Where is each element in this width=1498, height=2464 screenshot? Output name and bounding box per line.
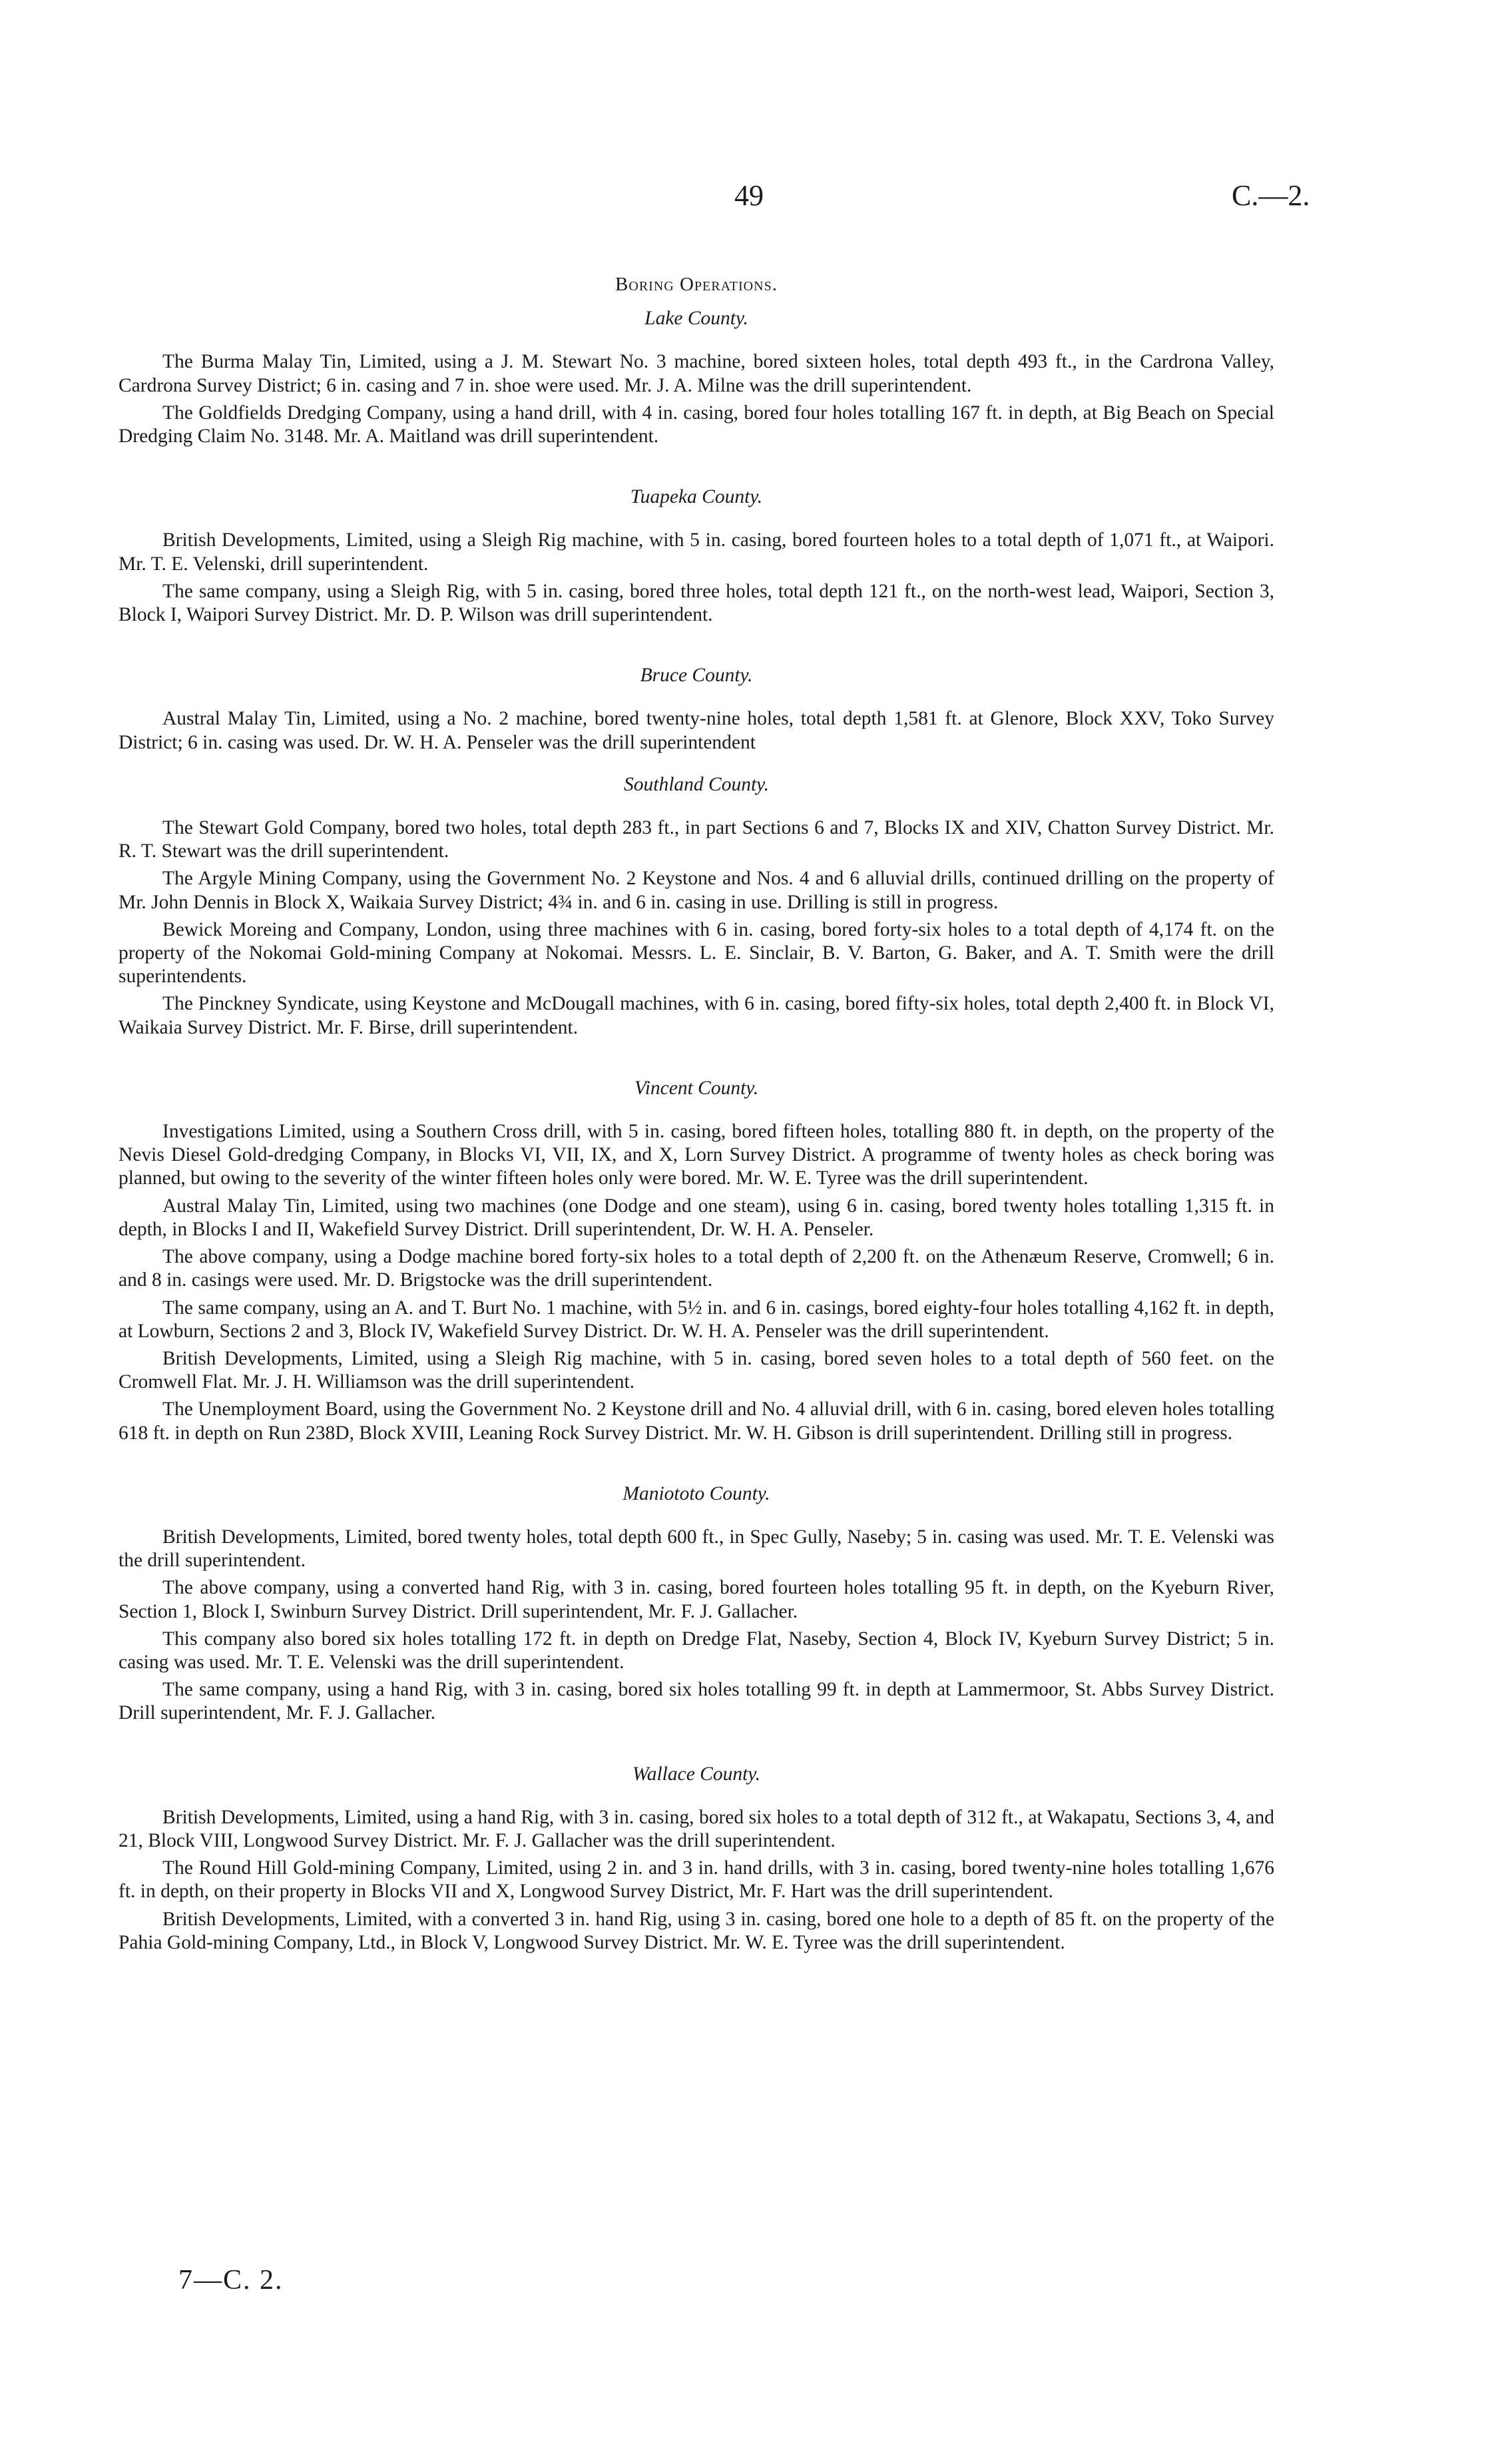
section-southland-county <box>119 773 1274 1040</box>
paragraph: Austral Malay Tin, Limited, using two machines (one Dodge and one steam), using 6 in. casing, bored twenty holes totalling 1,315 ft. in depth, in Blocks I and II, Wakefield Survey District. Drill superintendent, Dr. W. H. A. Penseler. <box>119 1195 1274 1240</box>
section-tuapeka-county <box>119 485 1274 627</box>
signature-mark: 7—C. 2. <box>178 2265 284 2296</box>
paragraph: The above company, using a Dodge machine bored forty-six holes to a total depth of 2,200 ft. on the Athenæum Reserve, Cromwell; 6 in. and 8 in. casings were used. Mr. D. Brigstocke was the drill superintendent. <box>119 1246 1274 1291</box>
paragraph: The same company, using a hand Rig, with 3 in. casing, bored six holes totalling 99 ft. in depth at Lammermoor, St. Abbs Survey District. Drill superintendent, Mr. F. J. Gallacher. <box>119 1679 1274 1724</box>
section-maniototo-county <box>119 1482 1274 1725</box>
paragraph: British Developments, Limited, using a Sleigh Rig machine, with 5 in. casing, bored seven holes to a total depth of 560 feet. on the Cromwell Flat. Mr. J. H. Williamson was the drill superintendent. <box>119 1347 1274 1393</box>
document-title: Boring Operations. <box>615 274 778 295</box>
paragraph: The Round Hill Gold-mining Company, Limited, using 2 in. and 3 in. hand drills, with 3 in. casing, bored twenty-nine holes totalling 1,676 ft. in depth, on their property in Blocks VII and X, Longwood Survey District, Mr. F. Hart was the drill superintendent. <box>119 1857 1274 1903</box>
paragraph: British Developments, Limited, using a hand Rig, with 3 in. casing, bored six holes to a total depth of 312 ft., at Wakapatu, Sections 3, 4, and 21, Block VIII, Longwood Survey District. Mr. F. J. Gallacher was the drill superintendent. <box>119 1806 1274 1851</box>
paragraph: British Developments, Limited, with a converted 3 in. hand Rig, using 3 in. casing, bored one hole to a depth of 85 ft. on the property of the Pahia Gold-mining Company, Ltd., in Block V, Longwood Survey District. Mr. W. E. Tyree was the drill superintendent. <box>119 1908 1274 1953</box>
paragraph: The Argyle Mining Company, using the Government No. 2 Keystone and Nos. 4 and 6 alluvial drills, continued drilling on the property of Mr. John Dennis in Block X, Waikaia Survey District; 4¾ in. and 6 in. casing in use. Drilling is still in progress. <box>119 868 1274 913</box>
paragraph: Austral Malay Tin, Limited, using a No. 2 machine, bored twenty-nine holes, total depth 1,581 ft. at Glenore, Block XXV, Toko Survey District; 6 in. casing was used. Dr. W. H. A. Penseler was the drill superintendent <box>119 708 1274 753</box>
paragraph: British Developments, Limited, using a Sleigh Rig machine, with 5 in. casing, bored fourteen holes to a total depth of 1,071 ft., at Waipori. Mr. T. E. Velenski, drill superintendent. <box>119 529 1274 575</box>
paragraph: Investigations Limited, using a Southern Cross drill, with 5 in. casing, bored fifteen holes, totalling 880 ft. in depth, on the property of the Nevis Diesel Gold-dredging Company, in Blocks VI, VII, IX, and X, Lorn Survey District. A programme of twenty holes as check boring was planned, but owing to the severity of the winter fifteen holes only were bored. Mr. W. E. Tyree was the drill superintendent. <box>119 1121 1274 1189</box>
section-heading: Vincent County. <box>634 1077 759 1099</box>
section-heading: Southland County. <box>624 773 769 795</box>
document-body <box>119 273 1274 1992</box>
paragraph: The Goldfields Dredging Company, using a hand drill, with 4 in. casing, bored four holes totalling 167 ft. in depth, at Big Beach on Special Dredging Claim No. 3148. Mr. A. Maitland was drill superintendent. <box>119 402 1274 448</box>
section-heading: Bruce County. <box>640 665 753 687</box>
section-wallace-county <box>119 1763 1274 1955</box>
paragraph: The same company, using an A. and T. Burt No. 1 machine, with 5½ in. and 6 in. casings, bored eighty-four holes totalling 4,162 ft. in depth, at Lowburn, Sections 2 and 3, Block IV, Wakefield Survey District. Dr. W. H. A. Penseler was the drill superintendent. <box>119 1297 1274 1342</box>
section-lake-county <box>119 307 1274 448</box>
paragraph: British Developments, Limited, bored twenty holes, total depth 600 ft., in Spec Gully, Naseby; 5 in. casing was used. Mr. T. E. Velenski was the drill superintendent. <box>119 1526 1274 1572</box>
paragraph: The same company, using a Sleigh Rig, with 5 in. casing, bored three holes, total depth 121 ft., on the north-west lead, Waipori, Section 3, Block I, Waipori Survey District. Mr. D. P. Wilson was drill superintendent. <box>119 580 1274 626</box>
document-reference: C.—2. <box>1232 179 1310 212</box>
paragraph: The Stewart Gold Company, bored two holes, total depth 283 ft., in part Sections 6 and 7, Blocks IX and XIV, Chatton Survey District. Mr. R. T. Stewart was the drill superintendent. <box>119 817 1274 862</box>
section-heading: Lake County. <box>644 308 748 330</box>
paragraph: This company also bored six holes totalling 172 ft. in depth on Dredge Flat, Naseby, Section 4, Block IV, Kyeburn Survey District; 5 in. casing was used. Mr. T. E. Velenski was the drill superintendent. <box>119 1628 1274 1673</box>
section-bruce-county <box>119 664 1274 755</box>
paragraph: Bewick Moreing and Company, London, using three machines with 6 in. casing, bored forty-six holes to a total depth of 4,174 ft. on the property of the Nokomai Gold-mining Company at Nokomai. Messrs. L. E. Sinclair, B. V. Barton, G. Baker, and A. T. Smith were the drill superintendents. <box>119 918 1274 988</box>
section-heading: Wallace County. <box>632 1763 761 1785</box>
section-heading: Tuapeka County. <box>630 486 763 508</box>
section-heading: Maniototo County. <box>623 1482 770 1504</box>
paragraph: The Unemployment Board, using the Government No. 2 Keystone drill and No. 4 alluvial drill, with 6 in. casing, bored eleven holes totalling 618 ft. in depth on Run 238D, Block XVIII, Leaning Rock Survey District. Mr. W. H. Gibson is drill superintendent. Drilling still in progress. <box>119 1398 1274 1444</box>
section-vincent-county <box>119 1077 1274 1445</box>
paragraph: The Pinckney Syndicate, using Keystone and McDougall machines, with 6 in. casing, bored fifty-six holes, total depth 2,400 ft. in Block VI, Waikaia Survey District. Mr. F. Birse, drill superintendent. <box>119 993 1274 1038</box>
paragraph: The Burma Malay Tin, Limited, using a J. M. Stewart No. 3 machine, bored sixteen holes, total depth 493 ft., in the Cardrona Valley, Cardrona Survey District; 6 in. casing and 7 in. shoe were used. Mr. J. A. Milne was the drill superintendent. <box>119 351 1274 396</box>
paragraph: The above company, using a converted hand Rig, with 3 in. casing, bored fourteen holes totalling 95 ft. in depth, on the Kyeburn River, Section 1, Block I, Swinburn Survey District. Drill superintendent, Mr. F. J. Gallacher. <box>119 1577 1274 1622</box>
page-number: 49 <box>734 179 764 212</box>
